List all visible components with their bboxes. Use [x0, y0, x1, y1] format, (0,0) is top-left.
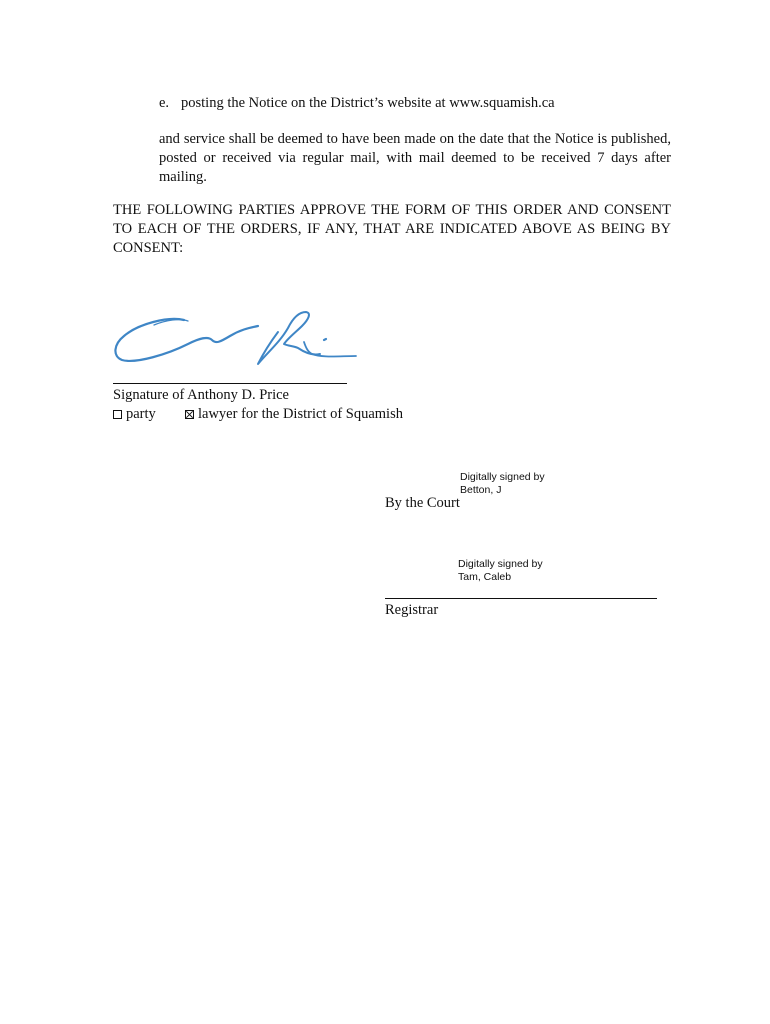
registrar-digital-signature	[458, 558, 543, 584]
digital-signature-line: Digitally signed by	[458, 558, 543, 570]
handwritten-signature	[108, 306, 366, 376]
consent-paragraph: THE FOLLOWING PARTIES APPROVE THE FORM OF THIS ORDER AND CONSENT TO EACH OF THE ORDERS, IF ANY, THAT ARE INDICATED ABOVE AS BEING BY CONSENT:	[113, 202, 671, 256]
role-selection	[113, 405, 403, 424]
lawyer-label: lawyer for the District of Squamish	[198, 406, 403, 422]
party-label: party	[126, 406, 156, 422]
digital-signature-signer: Tam, Caleb	[458, 571, 512, 583]
by-the-court-label: By the Court	[385, 495, 460, 511]
court-digital-signature	[460, 471, 545, 497]
service-paragraph: and service shall be deemed to have been made on the date that the Notice is published, posted or received via regular mail, with mail deemed to be received 7 days after mailing.	[159, 131, 671, 185]
digital-signature-line: Digitally signed by	[460, 471, 545, 483]
signature-line	[113, 383, 347, 384]
role-party-option	[113, 405, 185, 424]
list-item-label: e.	[159, 95, 170, 111]
registrar-label: Registrar	[385, 602, 439, 618]
party-checkbox	[113, 410, 122, 419]
list-item-e	[159, 94, 555, 113]
list-item-text: posting the Notice on the District’s website at www.squamish.ca	[181, 95, 555, 111]
digital-signature-signer: Betton, J	[460, 484, 502, 496]
signature-caption: Signature of Anthony D. Price	[113, 387, 289, 403]
role-lawyer-option	[185, 406, 403, 422]
registrar-signature-line	[385, 598, 657, 599]
lawyer-checkbox	[185, 410, 194, 419]
